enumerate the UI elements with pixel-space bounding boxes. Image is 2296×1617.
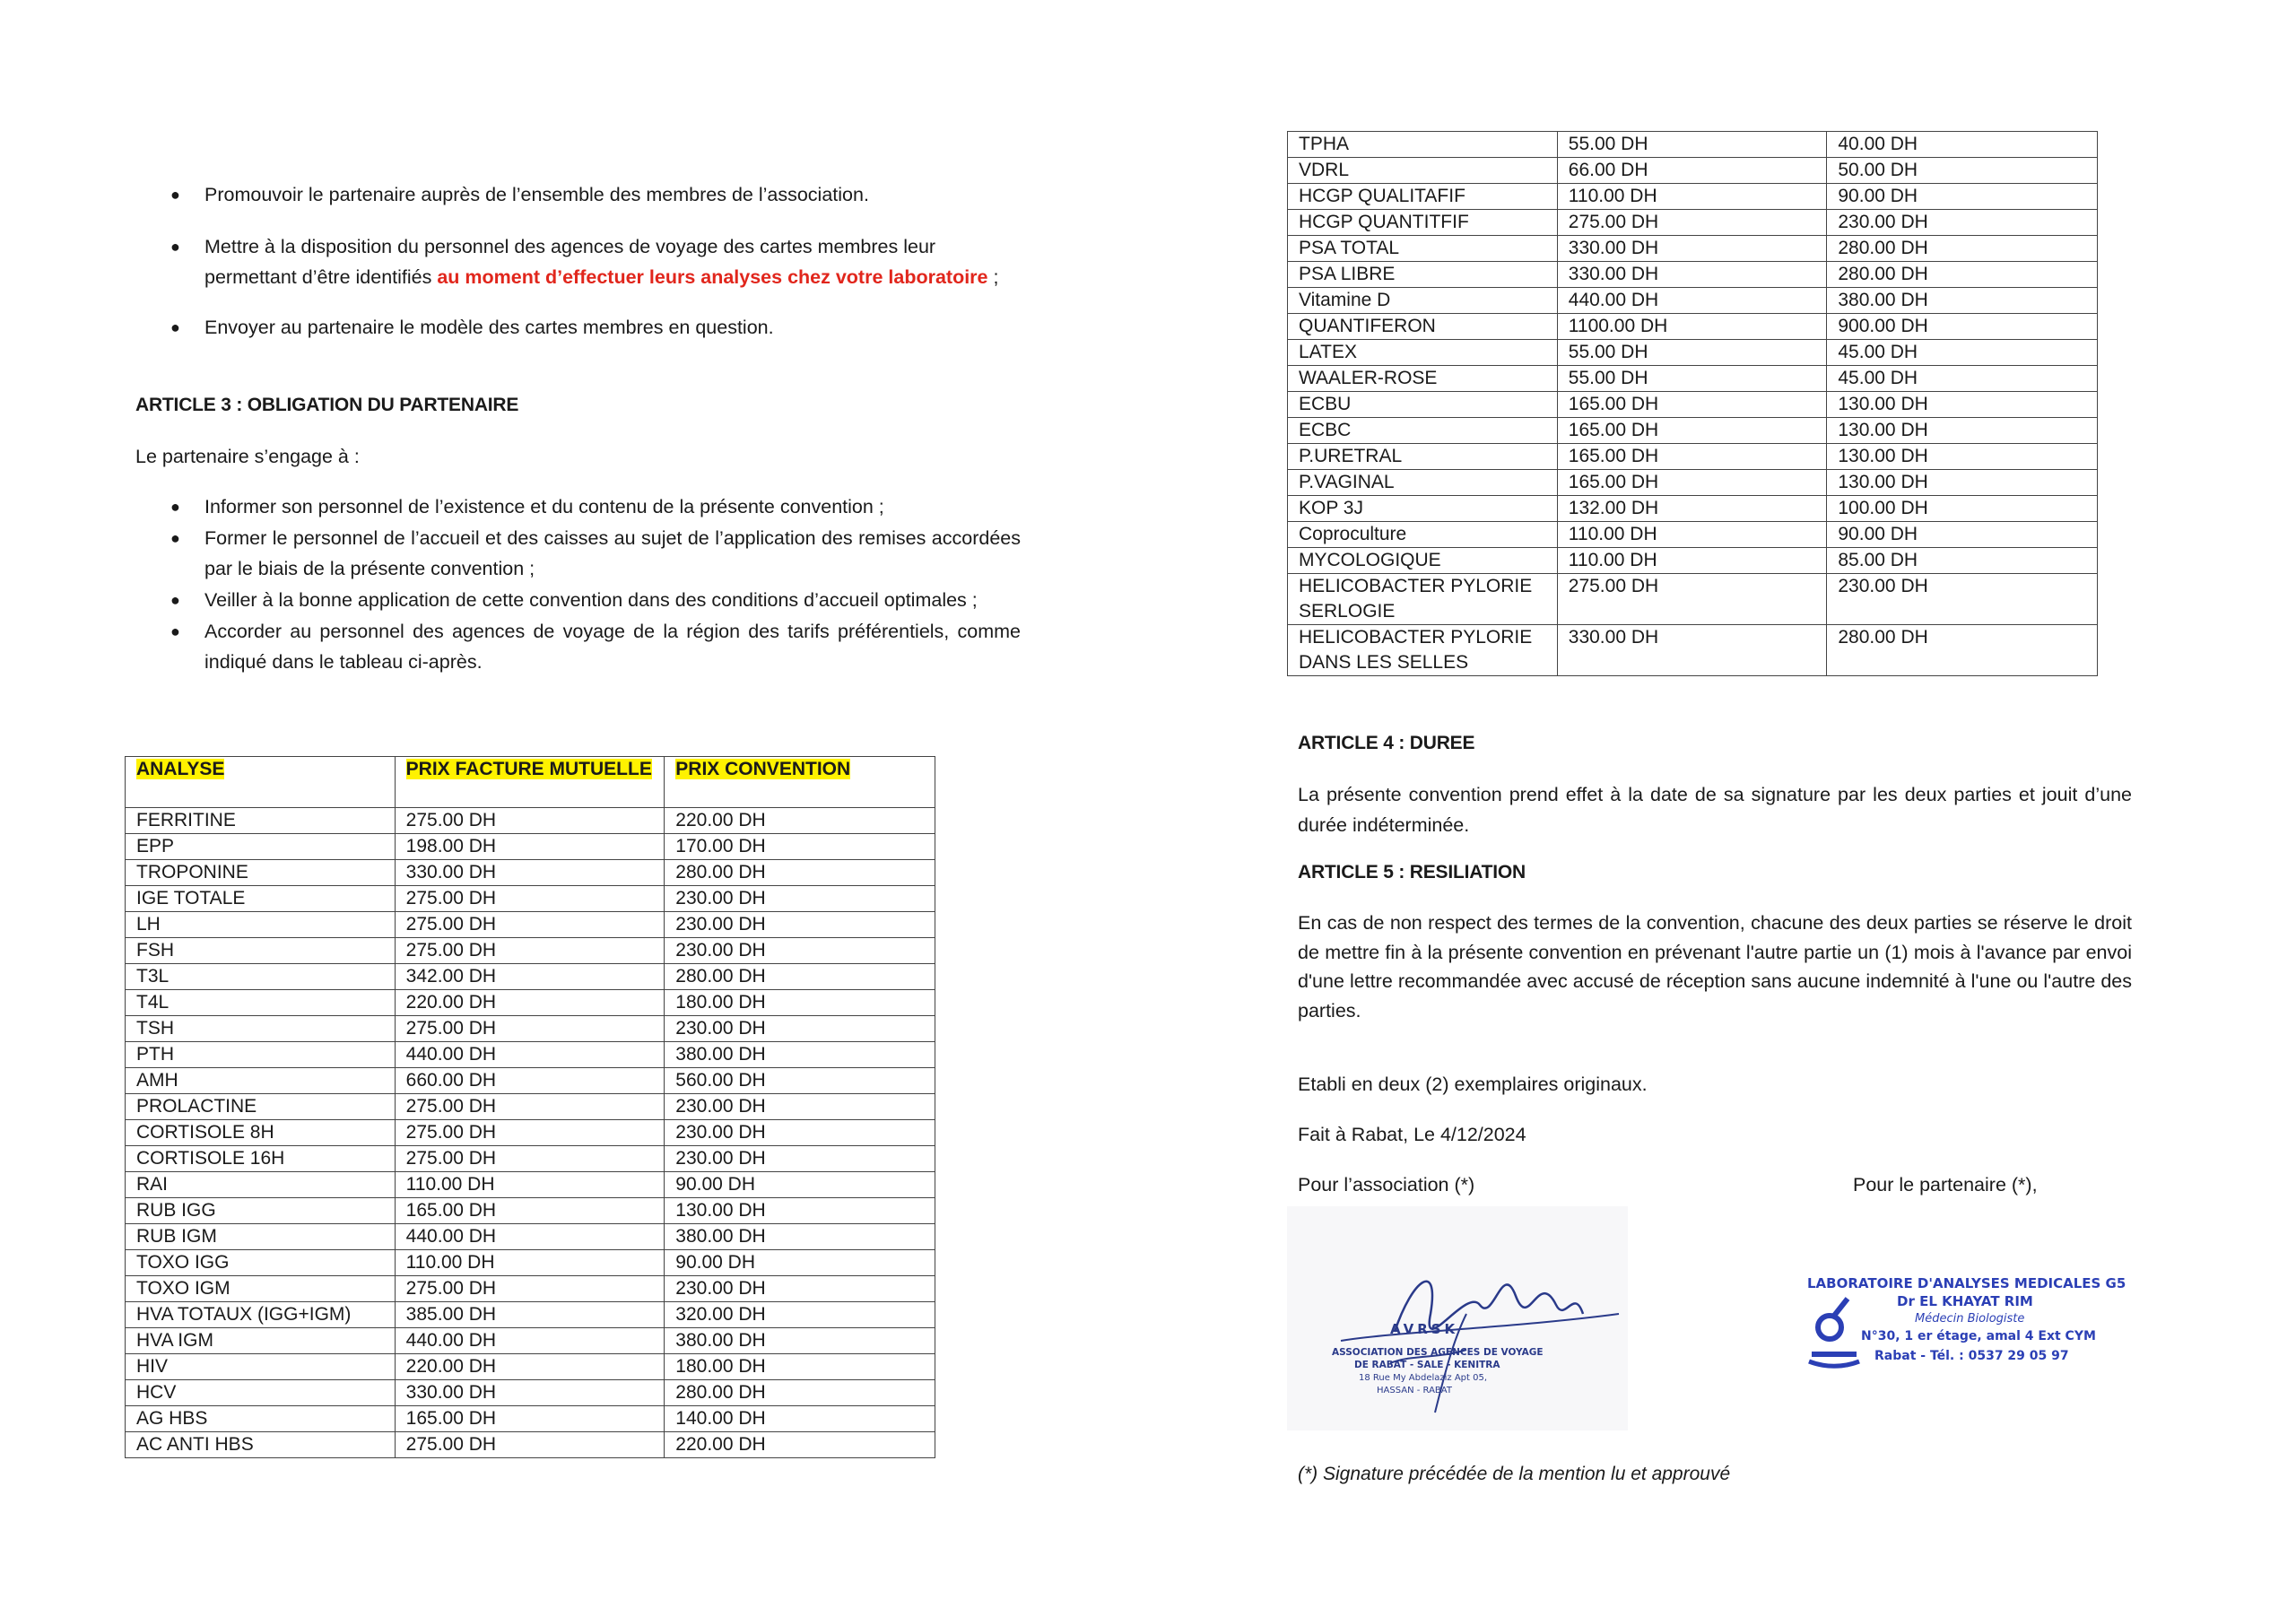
cell-analyse: Vitamine D xyxy=(1288,288,1558,314)
cell-prix-facture: 55.00 DH xyxy=(1557,366,1827,392)
cell-prix-convention: 45.00 DH xyxy=(1827,340,2098,366)
svg-text:Médecin Biologiste: Médecin Biologiste xyxy=(1915,1312,2025,1326)
cell-analyse: TROPONINE xyxy=(126,860,396,886)
cell-prix-facture: 132.00 DH xyxy=(1557,496,1827,522)
cell-prix-convention: 180.00 DH xyxy=(665,990,935,1016)
cell-analyse: KOP 3J xyxy=(1288,496,1558,522)
cell-analyse: HELICOBACTER PYLORIE SERLOGIE xyxy=(1288,574,1558,625)
cell-analyse: FSH xyxy=(126,938,396,964)
cell-analyse: TOXO IGM xyxy=(126,1276,396,1302)
cell-prix-convention: 220.00 DH xyxy=(665,1432,935,1458)
bullet-item: ● Veiller à la bonne application de cette convention dans des conditions d’accueil optimales ; xyxy=(170,589,978,611)
cell-prix-convention: 280.00 DH xyxy=(665,860,935,886)
cell-analyse: PSA LIBRE xyxy=(1288,262,1558,288)
cell-prix-facture: 440.00 DH xyxy=(395,1328,665,1354)
cell-analyse: PSA TOTAL xyxy=(1288,236,1558,262)
table-row xyxy=(126,964,935,990)
table-row xyxy=(1288,210,2098,236)
cell-prix-convention: 230.00 DH xyxy=(665,886,935,912)
cell-analyse: HELICOBACTER PYLORIE DANS LES SELLES xyxy=(1288,625,1558,676)
table-row xyxy=(1288,236,2098,262)
cell-prix-facture: 440.00 DH xyxy=(395,1224,665,1250)
cell-prix-facture: 165.00 DH xyxy=(395,1198,665,1224)
cell-prix-convention: 170.00 DH xyxy=(665,834,935,860)
laboratory-stamp xyxy=(1798,1265,2139,1390)
svg-text:18 Rue My Abdelaziz Apt 05,: 18 Rue My Abdelaziz Apt 05, xyxy=(1359,1373,1488,1383)
cell-analyse: AC ANTI HBS xyxy=(126,1432,396,1458)
cell-prix-convention: 230.00 DH xyxy=(1827,210,2098,236)
microscope-icon xyxy=(1809,1299,1859,1366)
cell-prix-facture: 330.00 DH xyxy=(395,1380,665,1406)
table-row xyxy=(1288,496,2098,522)
cell-analyse: IGE TOTALE xyxy=(126,886,396,912)
cell-analyse: PTH xyxy=(126,1042,396,1068)
cell-analyse: HIV xyxy=(126,1354,396,1380)
article3-intro: Le partenaire s’engage à : xyxy=(135,446,360,467)
cell-prix-convention: 280.00 DH xyxy=(1827,236,2098,262)
cell-analyse: CORTISOLE 16H xyxy=(126,1146,396,1172)
cell-analyse: TPHA xyxy=(1288,132,1558,158)
table-row xyxy=(126,886,935,912)
table-row xyxy=(126,990,935,1016)
signature-label-association: Pour l’association (*) xyxy=(1298,1174,1475,1195)
cell-analyse: RAI xyxy=(126,1172,396,1198)
table-row xyxy=(126,1198,935,1224)
cell-prix-facture: 342.00 DH xyxy=(395,964,665,990)
cell-analyse: HCV xyxy=(126,1380,396,1406)
cell-prix-facture: 275.00 DH xyxy=(395,1094,665,1120)
table-row xyxy=(126,860,935,886)
table-row xyxy=(1288,314,2098,340)
etabli-text: Etabli en deux (2) exemplaires originaux. xyxy=(1298,1074,1648,1095)
cell-prix-convention: 380.00 DH xyxy=(665,1224,935,1250)
header-prix-facture: PRIX FACTURE MUTUELLE xyxy=(395,757,665,808)
cell-analyse: VDRL xyxy=(1288,158,1558,184)
cell-prix-convention: 130.00 DH xyxy=(1827,392,2098,418)
svg-text:Dr EL KHAYAT RIM: Dr EL KHAYAT RIM xyxy=(1897,1293,2033,1309)
cell-prix-convention: 85.00 DH xyxy=(1827,548,2098,574)
cell-analyse: RUB IGM xyxy=(126,1224,396,1250)
cell-analyse: ECBC xyxy=(1288,418,1558,444)
association-stamp-signature xyxy=(1287,1206,1628,1430)
cell-prix-facture: 660.00 DH xyxy=(395,1068,665,1094)
cell-prix-facture: 110.00 DH xyxy=(1557,548,1827,574)
cell-prix-facture: 110.00 DH xyxy=(395,1250,665,1276)
table-row xyxy=(126,1406,935,1432)
cell-prix-facture: 275.00 DH xyxy=(395,1146,665,1172)
cell-prix-convention: 180.00 DH xyxy=(665,1354,935,1380)
cell-prix-convention: 560.00 DH xyxy=(665,1068,935,1094)
cell-prix-facture: 1100.00 DH xyxy=(1557,314,1827,340)
cell-analyse: FERRITINE xyxy=(126,808,396,834)
cell-analyse: AG HBS xyxy=(126,1406,396,1432)
svg-text:Rabat - Tél. : 0537 29 05 97: Rabat - Tél. : 0537 29 05 97 xyxy=(1874,1349,2069,1363)
table-row xyxy=(1288,158,2098,184)
cell-analyse: WAALER-ROSE xyxy=(1288,366,1558,392)
cell-analyse: LATEX xyxy=(1288,340,1558,366)
table-row xyxy=(1288,574,2098,625)
svg-text:N°30, 1 er étage, amal 4 Ext C: N°30, 1 er étage, amal 4 Ext CYM xyxy=(1861,1329,2096,1343)
svg-text:ASSOCIATION DES AGENCES DE VOY: ASSOCIATION DES AGENCES DE VOYAGE xyxy=(1332,1347,1544,1358)
cell-prix-convention: 230.00 DH xyxy=(665,1146,935,1172)
cell-prix-convention: 140.00 DH xyxy=(665,1406,935,1432)
cell-analyse: HCGP QUALITAFIF xyxy=(1288,184,1558,210)
cell-analyse: LH xyxy=(126,912,396,938)
cell-prix-facture: 330.00 DH xyxy=(1557,625,1827,676)
cell-analyse: CORTISOLE 8H xyxy=(126,1120,396,1146)
cell-prix-facture: 275.00 DH xyxy=(395,912,665,938)
cell-analyse: RUB IGG xyxy=(126,1198,396,1224)
cell-prix-convention: 220.00 DH xyxy=(665,808,935,834)
cell-prix-convention: 90.00 DH xyxy=(665,1250,935,1276)
table-row xyxy=(126,1068,935,1094)
table-row xyxy=(1288,340,2098,366)
cell-prix-convention: 45.00 DH xyxy=(1827,366,2098,392)
cell-prix-facture: 55.00 DH xyxy=(1557,340,1827,366)
cell-prix-facture: 275.00 DH xyxy=(395,938,665,964)
cell-prix-facture: 330.00 DH xyxy=(1557,262,1827,288)
bullet-item: ● Mettre à la disposition du personnel des agences de voyage des cartes membres leur permettant d’être identifiés au moment d’effectuer leurs analyses chez votre laboratoire ; xyxy=(170,236,999,288)
cell-prix-facture: 110.00 DH xyxy=(395,1172,665,1198)
cell-prix-convention: 230.00 DH xyxy=(665,1016,935,1042)
cell-prix-convention: 230.00 DH xyxy=(665,938,935,964)
cell-prix-convention: 280.00 DH xyxy=(665,1380,935,1406)
article4-heading: ARTICLE 4 : DUREE xyxy=(1298,733,1475,753)
cell-prix-convention: 130.00 DH xyxy=(1827,470,2098,496)
cell-prix-convention: 380.00 DH xyxy=(1827,288,2098,314)
table-row xyxy=(126,1328,935,1354)
cell-prix-convention: 230.00 DH xyxy=(1827,574,2098,625)
bullet-item: ● Informer son personnel de l’existence et du contenu de la présente convention ; xyxy=(170,496,884,517)
cell-prix-convention: 50.00 DH xyxy=(1827,158,2098,184)
cell-analyse: MYCOLOGIQUE xyxy=(1288,548,1558,574)
svg-text:LABORATOIRE D'ANALYSES MEDICAL: LABORATOIRE D'ANALYSES MEDICALES G5 xyxy=(1807,1275,2126,1291)
cell-prix-facture: 220.00 DH xyxy=(395,990,665,1016)
table-row xyxy=(1288,522,2098,548)
cell-prix-facture: 275.00 DH xyxy=(1557,210,1827,236)
cell-prix-convention: 130.00 DH xyxy=(1827,418,2098,444)
cell-analyse: P.VAGINAL xyxy=(1288,470,1558,496)
cell-analyse: HVA IGM xyxy=(126,1328,396,1354)
cell-prix-convention: 320.00 DH xyxy=(665,1302,935,1328)
cell-prix-convention: 100.00 DH xyxy=(1827,496,2098,522)
table-row xyxy=(1288,262,2098,288)
cell-prix-facture: 275.00 DH xyxy=(395,1120,665,1146)
table-row xyxy=(126,1016,935,1042)
cell-prix-convention: 230.00 DH xyxy=(665,1276,935,1302)
laboratory-stamp-svg xyxy=(1798,1265,2139,1390)
table-row xyxy=(1288,470,2098,496)
cell-prix-facture: 275.00 DH xyxy=(395,808,665,834)
cell-analyse: T4L xyxy=(126,990,396,1016)
cell-prix-convention: 130.00 DH xyxy=(1827,444,2098,470)
cell-prix-convention: 230.00 DH xyxy=(665,1094,935,1120)
svg-text:HASSAN - RABAT: HASSAN - RABAT xyxy=(1377,1386,1452,1395)
cell-prix-convention: 90.00 DH xyxy=(1827,522,2098,548)
cell-analyse: TOXO IGG xyxy=(126,1250,396,1276)
article4-text: La présente convention prend effet à la date de sa signature par les deux parties et jouit d’une durée indéterminée. xyxy=(1298,784,2132,836)
price-table-left xyxy=(125,756,935,1458)
table-row xyxy=(1288,548,2098,574)
table-row xyxy=(126,912,935,938)
cell-prix-facture: 330.00 DH xyxy=(395,860,665,886)
cell-analyse: PROLACTINE xyxy=(126,1094,396,1120)
cell-prix-convention: 130.00 DH xyxy=(665,1198,935,1224)
article5-heading: ARTICLE 5 : RESILIATION xyxy=(1298,862,1526,882)
table-row xyxy=(126,1042,935,1068)
cell-analyse: TSH xyxy=(126,1016,396,1042)
cell-analyse: ECBU xyxy=(1288,392,1558,418)
cell-prix-facture: 110.00 DH xyxy=(1557,184,1827,210)
cell-prix-convention: 280.00 DH xyxy=(665,964,935,990)
table-row xyxy=(1288,184,2098,210)
cell-prix-facture: 275.00 DH xyxy=(395,1276,665,1302)
svg-text:DE RABAT - SALE - KENITRA: DE RABAT - SALE - KENITRA xyxy=(1354,1360,1500,1370)
cell-prix-facture: 440.00 DH xyxy=(1557,288,1827,314)
table-row xyxy=(126,1172,935,1198)
table-row xyxy=(1288,392,2098,418)
table-row xyxy=(1288,132,2098,158)
cell-prix-facture: 66.00 DH xyxy=(1557,158,1827,184)
cell-analyse: Coproculture xyxy=(1288,522,1558,548)
table-row xyxy=(1288,625,2098,676)
table-row xyxy=(126,1094,935,1120)
table-row xyxy=(126,938,935,964)
highlighted-phrase: au moment d’effectuer leurs analyses chez votre laboratoire xyxy=(437,266,988,288)
cell-prix-facture: 55.00 DH xyxy=(1557,132,1827,158)
table-row xyxy=(126,1380,935,1406)
cell-prix-facture: 440.00 DH xyxy=(395,1042,665,1068)
cell-prix-facture: 330.00 DH xyxy=(1557,236,1827,262)
cell-prix-facture: 385.00 DH xyxy=(395,1302,665,1328)
table-row xyxy=(126,1354,935,1380)
cell-prix-facture: 165.00 DH xyxy=(395,1406,665,1432)
cell-prix-facture: 275.00 DH xyxy=(395,1432,665,1458)
stamp-logo-text: AVRSK xyxy=(1390,1321,1459,1337)
table-row xyxy=(1288,418,2098,444)
table-row xyxy=(126,1224,935,1250)
cell-prix-facture: 275.00 DH xyxy=(1557,574,1827,625)
header-analyse: ANALYSE xyxy=(126,757,396,808)
cell-analyse: AMH xyxy=(126,1068,396,1094)
cell-prix-facture: 275.00 DH xyxy=(395,1016,665,1042)
cell-prix-convention: 40.00 DH xyxy=(1827,132,2098,158)
cell-analyse: EPP xyxy=(126,834,396,860)
cell-analyse: HVA TOTAUX (IGG+IGM) xyxy=(126,1302,396,1328)
table-row xyxy=(1288,366,2098,392)
cell-prix-convention: 380.00 DH xyxy=(665,1042,935,1068)
cell-prix-facture: 220.00 DH xyxy=(395,1354,665,1380)
cell-prix-facture: 165.00 DH xyxy=(1557,392,1827,418)
table-row xyxy=(126,1302,935,1328)
cell-prix-convention: 280.00 DH xyxy=(1827,625,2098,676)
article5-text: En cas de non respect des termes de la convention, chacune des deux parties se réserve le droit de mettre fin à la présente convention en prévenant l'autre partie un (1) mois à l'avance par envoi d'une lettre recommandée avec accusé de réception sans aucune indemnité à l'une ou l'autre des parties. xyxy=(1298,912,2132,1021)
table-row xyxy=(126,1250,935,1276)
cell-analyse: T3L xyxy=(126,964,396,990)
cell-prix-convention: 280.00 DH xyxy=(1827,262,2098,288)
table-row xyxy=(1288,288,2098,314)
article3-heading: ARTICLE 3 : OBLIGATION DU PARTENAIRE xyxy=(135,395,519,415)
cell-prix-convention: 230.00 DH xyxy=(665,912,935,938)
cell-prix-facture: 275.00 DH xyxy=(395,886,665,912)
bullet-item: ● Former le personnel de l’accueil et des caisses au sujet de l’application des remises accordées par le biais de la présente convention ; xyxy=(170,527,1021,579)
bullet-item: ● Envoyer au partenaire le modèle des cartes membres en question. xyxy=(170,317,774,338)
cell-prix-facture: 165.00 DH xyxy=(1557,444,1827,470)
table-row xyxy=(126,1432,935,1458)
fait-a-text: Fait à Rabat, Le 4/12/2024 xyxy=(1298,1124,1526,1145)
cell-analyse: HCGP QUANTITFIF xyxy=(1288,210,1558,236)
cell-analyse: P.URETRAL xyxy=(1288,444,1558,470)
cell-prix-convention: 900.00 DH xyxy=(1827,314,2098,340)
cell-prix-convention: 90.00 DH xyxy=(665,1172,935,1198)
table-row xyxy=(126,1276,935,1302)
table-row xyxy=(126,808,935,834)
bullet-item: ● Accorder au personnel des agences de voyage de la région des tarifs préférentiels, comme indiqué dans le tableau ci-après. xyxy=(170,621,1021,673)
cell-analyse: QUANTIFERON xyxy=(1288,314,1558,340)
cell-prix-facture: 198.00 DH xyxy=(395,834,665,860)
header-prix-convention: PRIX CONVENTION xyxy=(665,757,935,808)
table-row xyxy=(1288,444,2098,470)
cell-prix-convention: 230.00 DH xyxy=(665,1120,935,1146)
cell-prix-facture: 165.00 DH xyxy=(1557,418,1827,444)
table-header-row xyxy=(126,757,935,808)
table-row xyxy=(126,1120,935,1146)
signature-footnote: (*) Signature précédée de la mention lu et approuvé xyxy=(1298,1464,1731,1484)
table-row xyxy=(126,1146,935,1172)
bullet-item: ● Promouvoir le partenaire auprès de l’ensemble des membres de l’association. xyxy=(170,184,869,205)
association-stamp-svg xyxy=(1287,1206,1628,1430)
cell-prix-convention: 380.00 DH xyxy=(665,1328,935,1354)
cell-prix-facture: 110.00 DH xyxy=(1557,522,1827,548)
signature-label-partenaire: Pour le partenaire (*), xyxy=(1853,1174,2038,1195)
table-row xyxy=(126,834,935,860)
price-table-right xyxy=(1287,131,2098,676)
cell-prix-facture: 165.00 DH xyxy=(1557,470,1827,496)
cell-prix-convention: 90.00 DH xyxy=(1827,184,2098,210)
